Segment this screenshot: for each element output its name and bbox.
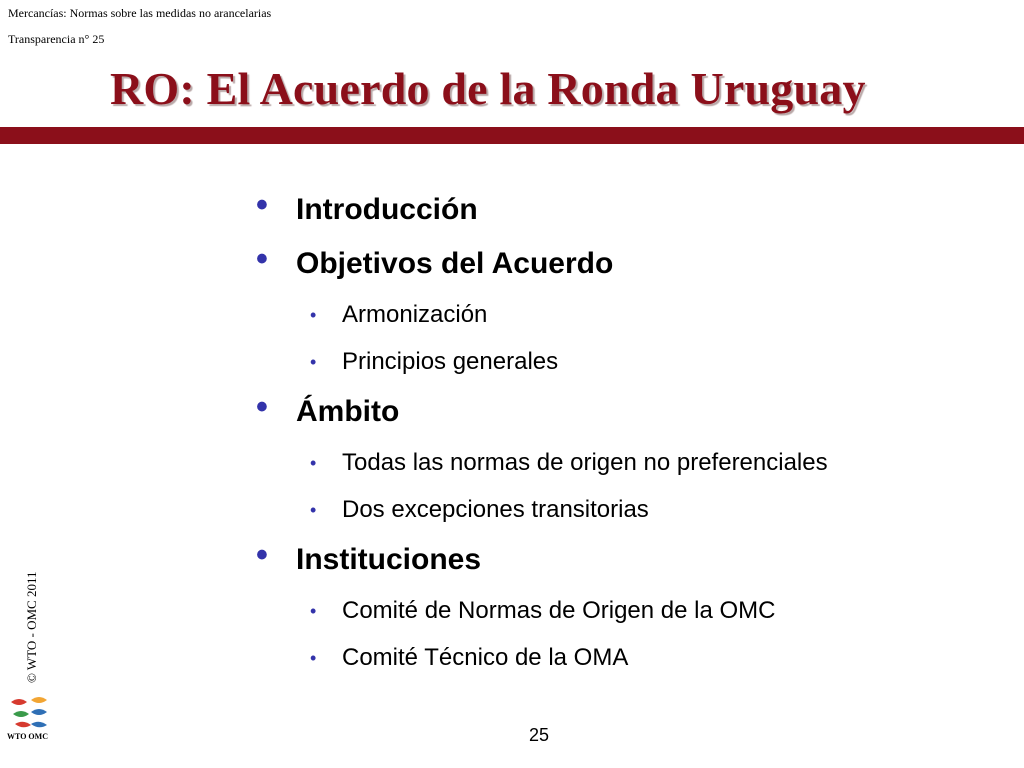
bullet-item — [256, 388, 1016, 429]
bullet-text: Objetivos del Acuerdo — [296, 247, 614, 280]
page-number: 25 — [529, 725, 550, 745]
sub-bullet-text: Comité de Normas de Origen de la OMC — [342, 597, 776, 624]
bullet-icon: • — [256, 388, 268, 426]
bullet-item — [256, 536, 1016, 577]
sub-bullet-icon: • — [310, 500, 317, 520]
sub-bullet-icon: • — [310, 648, 317, 668]
bullet-icon: • — [256, 240, 268, 278]
sub-bullet-icon: • — [310, 352, 317, 372]
slide-title: RO: El Acuerdo de la Ronda Uruguay — [110, 63, 866, 114]
sub-bullet-item — [256, 596, 1016, 626]
bullet-item — [256, 186, 1016, 227]
logo-caption: WTO OMC — [7, 732, 48, 741]
copyright-text: © WTO - OMC 2011 — [24, 571, 39, 683]
sub-bullet-icon: • — [310, 601, 317, 621]
bullet-icon: • — [256, 186, 268, 224]
sub-bullet-text: Principios generales — [342, 348, 559, 375]
sub-bullet-icon: • — [310, 453, 317, 473]
bullet-text: Instituciones — [296, 543, 482, 576]
sub-bullet-icon: • — [310, 305, 317, 325]
sub-bullet-text: Comité Técnico de la OMA — [342, 644, 629, 671]
sub-bullet-item — [256, 448, 1016, 478]
bullet-icon: • — [256, 536, 268, 574]
header-subject: Mercancías: Normas sobre las medidas no arancelarias — [8, 6, 272, 20]
header-slide-number: Transparencia n° 25 — [8, 32, 105, 46]
bullet-item — [256, 240, 1016, 281]
sub-bullet-item — [256, 347, 1016, 377]
sub-bullet-text: Todas las normas de origen no preferenciales — [342, 449, 828, 476]
sub-bullet-item — [256, 495, 1016, 525]
title-divider-bar — [0, 127, 1024, 144]
sub-bullet-item — [256, 643, 1016, 673]
sub-bullet-item — [256, 300, 1016, 330]
sub-bullet-text: Armonización — [342, 301, 488, 328]
bullet-text: Introducción — [296, 193, 478, 226]
bullet-list — [256, 186, 1016, 690]
bullet-text: Ámbito — [296, 395, 400, 428]
sub-bullet-text: Dos excepciones transitorias — [342, 496, 649, 523]
